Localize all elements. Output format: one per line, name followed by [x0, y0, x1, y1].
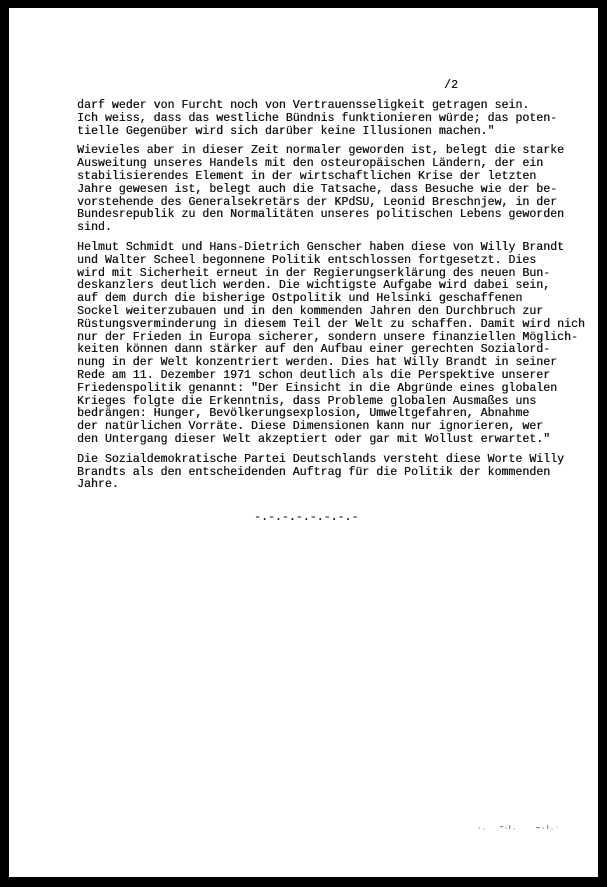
paragraph-3	[77, 242, 592, 447]
text-line: Helmut Schmidt und Hans-Dietrich Genscher haben diese von Willy Brandt	[77, 240, 565, 254]
text-line: Brandts als den entscheidenden Auftrag für die Politik der kommenden	[77, 465, 551, 479]
text-line: keiten können dann stärker auf den Aufbau einer gerechten Sozialord-	[77, 343, 551, 357]
text-line: vorstehende des Generalsekretärs der KPdSU, Leonid Breschnjew, in der	[77, 195, 558, 209]
paper-sheet	[9, 8, 598, 877]
text-line: Wievieles aber in dieser Zeit normaler geworden ist, belegt die starke	[77, 144, 565, 158]
text-line: Friedenspolitik genannt: "Der Einsicht in die Abgründe eines globalen	[77, 381, 558, 395]
text-line: den Untergang dieser Welt akzeptiert oder gar mit Wollust erwartet."	[77, 432, 551, 446]
body-text	[77, 100, 592, 492]
paragraph-4	[77, 454, 592, 492]
text-line: sind.	[77, 221, 112, 235]
text-line: Krieges folgte die Erkenntnis, dass Probleme globalen Ausmaßes uns	[77, 394, 537, 408]
text-line: Jahre gewesen ist, belegt auch die Tatsache, dass Besuche wie der be-	[77, 182, 558, 196]
paragraph-1	[77, 100, 592, 138]
text-line: Ich weiss, dass das westliche Bündnis funktionieren würde; das poten-	[77, 111, 558, 125]
text-line: Rede am 11. Dezember 1971 schon deutlich als die Perspektive unserer	[77, 368, 551, 382]
text-line: Bundesrepublik zu den Normalitäten unseres politischen Lebens geworden	[77, 208, 565, 222]
text-line: auf dem durch die bisherige Ostpolitik und Helsinki geschaffenen	[77, 292, 523, 306]
text-line: darf weder von Furcht noch von Vertrauensseligkeit getragen sein.	[77, 99, 530, 112]
page-number: /2	[444, 79, 458, 92]
text-line: stabilisierendes Element in der wirtschaftlichen Krise der letzten	[77, 169, 537, 183]
paragraph-2	[77, 145, 592, 235]
text-line: Rüstungsverminderung in diesem Teil der Welt zu schaffen. Damit wird nich	[77, 317, 585, 331]
text-line: Jahre.	[77, 478, 119, 492]
text-line: nung in der Welt konzentriert werden. Dies hat Willy Brandt in seiner	[77, 356, 558, 370]
text-line: Sockel weiterzubauen und in den kommenden Jahren den Durchbruch zur	[77, 304, 544, 318]
text-line: Ausweitung unseres Handels mit den osteuropäischen Ländern, der ein	[77, 157, 544, 171]
scan-artifact	[476, 820, 568, 834]
text-line: bedrängen: Hunger, Bevölkerungsexplosion, Umweltgefahren, Abnahme	[77, 407, 530, 421]
text-line: und Walter Scheel begonnene Politik entschlossen fortgesetzt. Dies	[77, 253, 537, 267]
text-line: der natürlichen Vorräte. Diese Dimensionen kann nur ignorieren, wer	[77, 420, 544, 434]
text-line: nur der Frieden in Europa sicherer, sondern unsere finanziellen Möglich-	[77, 330, 578, 344]
text-line: wird mit Sicherheit erneut in der Regierungserklärung des neuen Bun-	[77, 266, 551, 280]
text-line: tielle Gegenüber wird sich darüber keine Illusionen machen."	[77, 124, 495, 138]
closing-separator: -.-.-.-.-.-.-.-	[254, 511, 359, 524]
text-line: deskanzlers deutlich werden. Die wichtigste Aufgabe wird dabei sein,	[77, 279, 551, 293]
text-line: Die Sozialdemokratische Partei Deutschlands versteht diese Worte Willy	[77, 452, 565, 466]
